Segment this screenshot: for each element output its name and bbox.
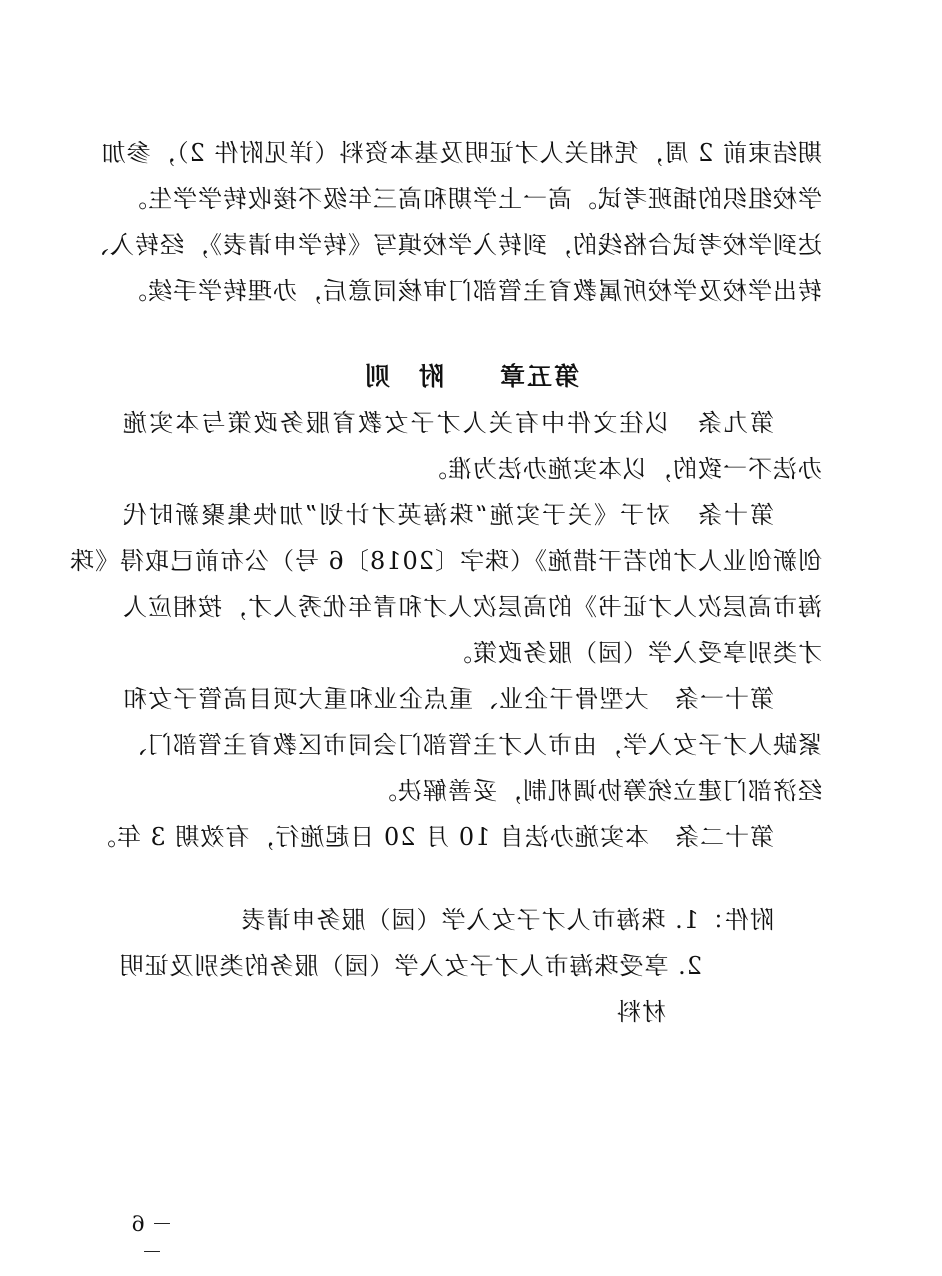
body-text-line: 达到学校考试合格线的，到转入学校填写《转学申请表》，经转入、 (84, 231, 822, 259)
page-number: － 6 － (131, 1212, 173, 1264)
attachment-item-2: 2. 享受珠海市人才子女入学（园）服务的类别及证明 (118, 952, 702, 980)
chapter-heading: 第五章 附 则 (363, 362, 580, 391)
article-11-line: 经济部门建立统筹协调机制，妥善解决。 (372, 777, 822, 805)
attachment-item-2-continued: 材料 (616, 998, 666, 1026)
article-9-line: 第九条 以往文件中有关人才子女教育服务政策与本实施 (122, 409, 774, 437)
article-12-line: 第十二条 本实施办法自 10 月 20 日起施行，有效期 3 年。 (90, 823, 774, 851)
article-10-line: 创新创业人才的若干措施》（珠字〔2018〕6 号）公布前已取得《珠 (69, 547, 822, 575)
article-10-line: 才类别享受入学（园）服务政策。 (447, 639, 822, 667)
article-10-line: 海市高层次人才证书》的高层次人才和青年优秀人才，按相应人 (122, 593, 822, 621)
article-11-line: 第十一条 大型骨干企业、重点企业和重大项目高管子女和 (122, 685, 774, 713)
body-text-line: 学校组织的插班考试。高一上学期和高三年级不接收转学学生。 (122, 185, 822, 213)
body-text-line: 转出学校及学校所属教育主管部门审核同意后，办理转学手续。 (122, 277, 822, 305)
article-10-line: 第十条 对于《关于实施“珠海英才计划”加快集聚新时代 (122, 501, 774, 529)
article-11-line: 紧缺人才子女入学，由市人才主管部门会同市区教育主管部门、 (122, 731, 822, 759)
body-text-line: 期结束前 2 周，凭相关人才证明及基本资料（详见附件 2），参加 (100, 139, 822, 167)
article-9-line: 办法不一致的，以本实施办法为准。 (422, 455, 822, 483)
attachment-item-1: 附件：1. 珠海市人才子女入学（园）服务申请表 (240, 906, 774, 934)
